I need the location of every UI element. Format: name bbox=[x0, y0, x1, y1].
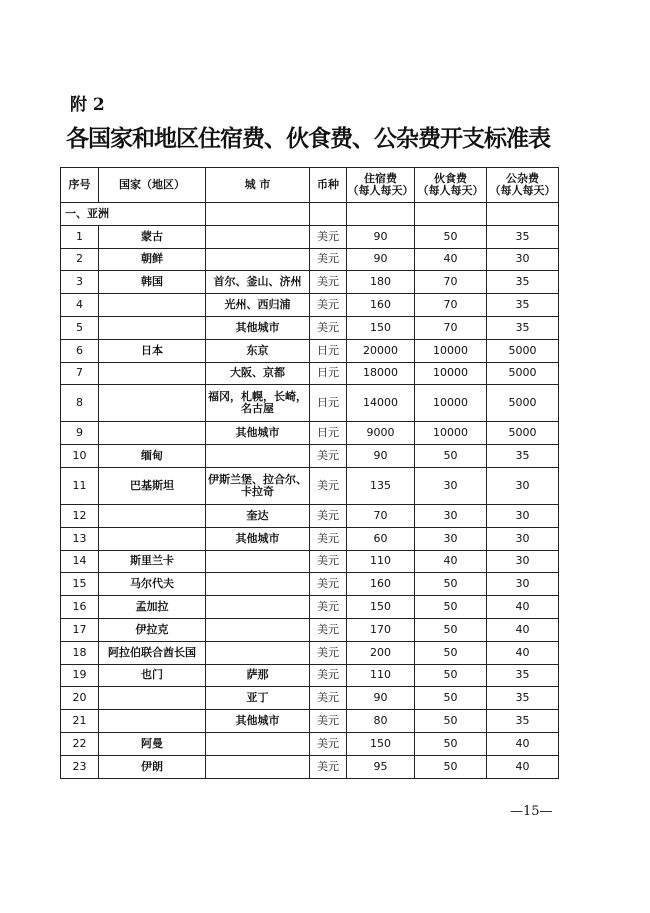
cell-lodging: 18000 bbox=[347, 362, 415, 385]
table-row bbox=[61, 755, 559, 778]
cell-city: 伊斯兰堡、拉合尔、卡拉奇 bbox=[206, 467, 310, 504]
cell-country: 孟加拉 bbox=[99, 596, 206, 619]
cell-currency: 美元 bbox=[310, 710, 347, 733]
cell-misc: 5000 bbox=[487, 422, 559, 445]
cell-food: 50 bbox=[415, 596, 487, 619]
cell-currency: 美元 bbox=[310, 618, 347, 641]
cell-currency: 美元 bbox=[310, 641, 347, 664]
region-label: 一、亚洲 bbox=[61, 203, 206, 226]
cell-misc: 30 bbox=[487, 504, 559, 527]
cell-country: 日本 bbox=[99, 339, 206, 362]
cell-country: 韩国 bbox=[99, 271, 206, 294]
table-row bbox=[61, 225, 559, 248]
cell-no: 17 bbox=[61, 618, 99, 641]
cell-lodging: 90 bbox=[347, 445, 415, 468]
cell-misc: 35 bbox=[487, 316, 559, 339]
header-misc-label: 公杂费 bbox=[506, 172, 539, 185]
cell-food: 50 bbox=[415, 641, 487, 664]
cell-city: 其他城市 bbox=[206, 527, 310, 550]
cell-lodging: 70 bbox=[347, 504, 415, 527]
cell-lodging: 90 bbox=[347, 687, 415, 710]
cell-misc: 35 bbox=[487, 710, 559, 733]
header-lodging-unit: （每人每天） bbox=[347, 184, 414, 197]
cell-misc: 35 bbox=[487, 664, 559, 687]
cell-food: 50 bbox=[415, 618, 487, 641]
cell-country bbox=[99, 504, 206, 527]
table-row bbox=[61, 641, 559, 664]
header-country: 国家（地区） bbox=[99, 168, 206, 203]
cell-misc: 30 bbox=[487, 527, 559, 550]
cell-misc: 30 bbox=[487, 573, 559, 596]
cell-no: 5 bbox=[61, 316, 99, 339]
cell-country bbox=[99, 527, 206, 550]
cell-misc: 35 bbox=[487, 294, 559, 317]
cell-misc: 35 bbox=[487, 271, 559, 294]
cell-city bbox=[206, 618, 310, 641]
standards-table bbox=[60, 167, 559, 779]
cell-city bbox=[206, 641, 310, 664]
cell-currency: 美元 bbox=[310, 504, 347, 527]
cell-country bbox=[99, 687, 206, 710]
cell-city: 首尔、釜山、济州 bbox=[206, 271, 310, 294]
cell-currency: 美元 bbox=[310, 225, 347, 248]
cell-no: 21 bbox=[61, 710, 99, 733]
cell-misc: 5000 bbox=[487, 362, 559, 385]
cell-country bbox=[99, 710, 206, 733]
cell-misc: 35 bbox=[487, 225, 559, 248]
cell-lodging: 95 bbox=[347, 755, 415, 778]
cell-food: 70 bbox=[415, 271, 487, 294]
cell-lodging: 14000 bbox=[347, 385, 415, 422]
cell-city: 光州、西归浦 bbox=[206, 294, 310, 317]
cell-lodging: 90 bbox=[347, 225, 415, 248]
cell-country: 阿拉伯联合酋长国 bbox=[99, 641, 206, 664]
header-misc bbox=[487, 168, 559, 203]
cell-currency: 美元 bbox=[310, 550, 347, 573]
annex-label: 附 2 bbox=[70, 95, 105, 115]
cell-lodging: 9000 bbox=[347, 422, 415, 445]
cell-currency: 美元 bbox=[310, 732, 347, 755]
cell-lodging: 110 bbox=[347, 664, 415, 687]
cell-no: 6 bbox=[61, 339, 99, 362]
cell-no: 8 bbox=[61, 385, 99, 422]
cell-country: 伊拉克 bbox=[99, 618, 206, 641]
header-row bbox=[61, 168, 559, 203]
cell-no: 9 bbox=[61, 422, 99, 445]
header-no: 序号 bbox=[61, 168, 99, 203]
cell-city bbox=[206, 225, 310, 248]
cell-country: 朝鲜 bbox=[99, 248, 206, 271]
cell-country: 巴基斯坦 bbox=[99, 467, 206, 504]
table-row bbox=[61, 385, 559, 422]
cell-misc: 30 bbox=[487, 550, 559, 573]
cell-currency: 美元 bbox=[310, 294, 347, 317]
header-lodging bbox=[347, 168, 415, 203]
cell-no: 12 bbox=[61, 504, 99, 527]
header-food-label: 伙食费 bbox=[434, 172, 467, 185]
cell-lodging: 110 bbox=[347, 550, 415, 573]
region-row bbox=[61, 203, 559, 226]
header-food bbox=[415, 168, 487, 203]
cell-misc: 40 bbox=[487, 641, 559, 664]
table-row bbox=[61, 467, 559, 504]
cell-misc: 30 bbox=[487, 248, 559, 271]
cell-food: 50 bbox=[415, 755, 487, 778]
cell-currency: 日元 bbox=[310, 362, 347, 385]
cell-misc: 35 bbox=[487, 445, 559, 468]
cell-country: 阿曼 bbox=[99, 732, 206, 755]
cell-city: 其他城市 bbox=[206, 422, 310, 445]
cell-lodging: 180 bbox=[347, 271, 415, 294]
cell-city: 其他城市 bbox=[206, 316, 310, 339]
cell-country: 伊朗 bbox=[99, 755, 206, 778]
table-row bbox=[61, 316, 559, 339]
cell-city bbox=[206, 550, 310, 573]
cell-city bbox=[206, 573, 310, 596]
cell-city bbox=[206, 732, 310, 755]
page-number: —15— bbox=[510, 804, 553, 819]
cell-country: 也门 bbox=[99, 664, 206, 687]
cell-city bbox=[206, 248, 310, 271]
cell-country: 马尔代夫 bbox=[99, 573, 206, 596]
table-row bbox=[61, 596, 559, 619]
cell-food: 30 bbox=[415, 527, 487, 550]
cell-food: 50 bbox=[415, 445, 487, 468]
cell-no: 10 bbox=[61, 445, 99, 468]
cell-currency: 美元 bbox=[310, 527, 347, 550]
table-row bbox=[61, 664, 559, 687]
cell-food: 30 bbox=[415, 467, 487, 504]
cell-country bbox=[99, 316, 206, 339]
cell-currency: 美元 bbox=[310, 573, 347, 596]
cell-currency: 美元 bbox=[310, 248, 347, 271]
cell-currency: 美元 bbox=[310, 596, 347, 619]
cell-country bbox=[99, 422, 206, 445]
cell-lodging: 160 bbox=[347, 573, 415, 596]
cell-no: 4 bbox=[61, 294, 99, 317]
header-misc-unit: （每人每天） bbox=[489, 184, 556, 197]
cell-misc: 5000 bbox=[487, 385, 559, 422]
table-row bbox=[61, 687, 559, 710]
cell-food: 40 bbox=[415, 248, 487, 271]
cell-lodging: 150 bbox=[347, 732, 415, 755]
cell-misc: 40 bbox=[487, 618, 559, 641]
cell-lodging: 150 bbox=[347, 596, 415, 619]
header-food-unit: （每人每天） bbox=[417, 184, 484, 197]
header-lodging-label: 住宿费 bbox=[364, 172, 397, 185]
cell-currency: 美元 bbox=[310, 271, 347, 294]
cell-currency: 日元 bbox=[310, 385, 347, 422]
cell-no: 16 bbox=[61, 596, 99, 619]
cell-currency: 美元 bbox=[310, 664, 347, 687]
table-row bbox=[61, 445, 559, 468]
cell-lodging: 20000 bbox=[347, 339, 415, 362]
cell-food: 50 bbox=[415, 687, 487, 710]
cell-lodging: 200 bbox=[347, 641, 415, 664]
cell-no: 23 bbox=[61, 755, 99, 778]
cell-currency: 美元 bbox=[310, 445, 347, 468]
header-currency: 币种 bbox=[310, 168, 347, 203]
cell-city bbox=[206, 596, 310, 619]
table-row bbox=[61, 248, 559, 271]
cell-misc: 40 bbox=[487, 755, 559, 778]
cell-lodging: 170 bbox=[347, 618, 415, 641]
cell-lodging: 80 bbox=[347, 710, 415, 733]
cell-no: 2 bbox=[61, 248, 99, 271]
page-title: 各国家和地区住宿费、伙食费、公杂费开支标准表 bbox=[66, 125, 550, 152]
cell-food: 50 bbox=[415, 573, 487, 596]
cell-city: 大阪、京都 bbox=[206, 362, 310, 385]
table-row bbox=[61, 504, 559, 527]
cell-city bbox=[206, 755, 310, 778]
cell-country: 斯里兰卡 bbox=[99, 550, 206, 573]
cell-no: 20 bbox=[61, 687, 99, 710]
table-row bbox=[61, 573, 559, 596]
cell-no: 22 bbox=[61, 732, 99, 755]
cell-currency: 美元 bbox=[310, 755, 347, 778]
cell-currency: 美元 bbox=[310, 467, 347, 504]
cell-no: 19 bbox=[61, 664, 99, 687]
cell-country: 蒙古 bbox=[99, 225, 206, 248]
cell-no: 13 bbox=[61, 527, 99, 550]
cell-country bbox=[99, 385, 206, 422]
cell-misc: 35 bbox=[487, 687, 559, 710]
table-row bbox=[61, 618, 559, 641]
cell-no: 3 bbox=[61, 271, 99, 294]
cell-city: 其他城市 bbox=[206, 710, 310, 733]
cell-food: 10000 bbox=[415, 362, 487, 385]
cell-misc: 40 bbox=[487, 596, 559, 619]
cell-lodging: 150 bbox=[347, 316, 415, 339]
cell-food: 50 bbox=[415, 710, 487, 733]
cell-food: 50 bbox=[415, 664, 487, 687]
cell-food: 70 bbox=[415, 294, 487, 317]
table-row bbox=[61, 339, 559, 362]
table-row bbox=[61, 550, 559, 573]
cell-food: 50 bbox=[415, 732, 487, 755]
cell-country bbox=[99, 294, 206, 317]
cell-currency: 美元 bbox=[310, 687, 347, 710]
table-row bbox=[61, 710, 559, 733]
cell-food: 10000 bbox=[415, 422, 487, 445]
cell-city: 福冈，札幌，长崎，名古屋 bbox=[206, 385, 310, 422]
cell-country bbox=[99, 362, 206, 385]
cell-country: 缅甸 bbox=[99, 445, 206, 468]
cell-lodging: 90 bbox=[347, 248, 415, 271]
cell-no: 18 bbox=[61, 641, 99, 664]
cell-no: 14 bbox=[61, 550, 99, 573]
cell-city: 奎达 bbox=[206, 504, 310, 527]
cell-food: 30 bbox=[415, 504, 487, 527]
cell-currency: 日元 bbox=[310, 422, 347, 445]
cell-lodging: 60 bbox=[347, 527, 415, 550]
cell-currency: 日元 bbox=[310, 339, 347, 362]
cell-currency: 美元 bbox=[310, 316, 347, 339]
table-row bbox=[61, 294, 559, 317]
cell-city: 亚丁 bbox=[206, 687, 310, 710]
cell-food: 10000 bbox=[415, 385, 487, 422]
table-row bbox=[61, 271, 559, 294]
table-row bbox=[61, 732, 559, 755]
cell-food: 70 bbox=[415, 316, 487, 339]
cell-misc: 40 bbox=[487, 732, 559, 755]
cell-city: 东京 bbox=[206, 339, 310, 362]
cell-no: 7 bbox=[61, 362, 99, 385]
cell-no: 15 bbox=[61, 573, 99, 596]
header-city: 城 市 bbox=[206, 168, 310, 203]
cell-city: 萨那 bbox=[206, 664, 310, 687]
cell-food: 10000 bbox=[415, 339, 487, 362]
cell-lodging: 135 bbox=[347, 467, 415, 504]
cell-lodging: 160 bbox=[347, 294, 415, 317]
cell-city bbox=[206, 445, 310, 468]
table-row bbox=[61, 527, 559, 550]
cell-misc: 5000 bbox=[487, 339, 559, 362]
table-row bbox=[61, 422, 559, 445]
cell-no: 11 bbox=[61, 467, 99, 504]
cell-food: 50 bbox=[415, 225, 487, 248]
cell-food: 40 bbox=[415, 550, 487, 573]
table-row bbox=[61, 362, 559, 385]
cell-no: 1 bbox=[61, 225, 99, 248]
cell-misc: 30 bbox=[487, 467, 559, 504]
